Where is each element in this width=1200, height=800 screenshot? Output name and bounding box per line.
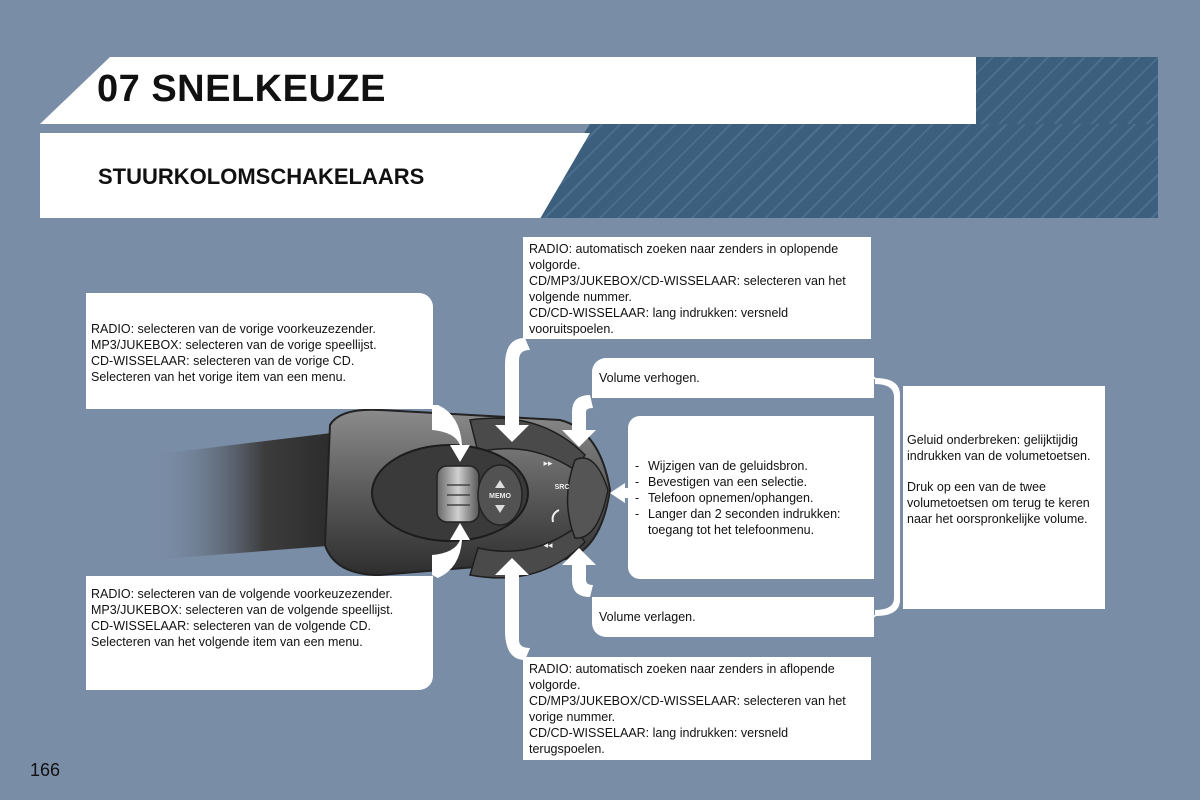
list-item: - Wijzigen van de geluidsbron. [635,458,868,474]
callout-next-preset-text: RADIO: selecteren van de volgende voorkeuzezender. MP3/JUKEBOX: selecteren van de volgende speellijst. CD-WISSELAAR: selecteren van de volgende CD. Selecteren van het volgende item van een menu. [91,587,394,649]
memo-label: MEMO [489,493,511,500]
callout-seek-down [523,657,871,760]
callout-seek-up-text: RADIO: automatisch zoeken naar zenders in oplopende volgorde. CD/MP3/JUKEBOX/CD-WISSELAAR: selecteren van het volgende nummer. CD/CD-WISSELAAR: lang indrukken: versneld vooruitspoelen. [529,242,846,336]
volume-down-text: Volume verlagen. [599,610,696,624]
callout-src-button [628,416,874,579]
callout-mute [903,386,1105,609]
callout-volume-down [592,597,874,637]
stalk-arm [150,432,340,560]
callout-previous-preset [86,293,433,409]
src-button-list [635,458,868,538]
back-label: ◂◂ [543,541,553,551]
callout-seek-down-text: RADIO: automatisch zoeken naar zenders in aflopende volgorde. CD/MP3/JUKEBOX/CD-WISSELAAR: selecteren van het vorige nummer. CD/CD-WISSELAAR: lang indrukken: versneld terugspoelen. [529,662,846,756]
section-title: 07 SNELKEUZE [97,68,386,110]
callout-previous-preset-text: RADIO: selecteren van de vorige voorkeuzezender. MP3/JUKEBOX: selecteren van de vorige speellijst. CD-WISSELAAR: selecteren van de vorige CD. Selecteren van het vorige item van een menu. [91,322,377,384]
list-item: - Bevestigen van een selectie. [635,474,868,490]
volume-up-text: Volume verhogen. [599,371,700,385]
forward-label: ▸▸ [543,459,553,469]
mute-body-text: Druk op een van de twee volumetoetsen om terug te keren naar het oorspronkelijke volume. [907,480,1090,526]
list-item: - Langer dan 2 seconden indrukken: toegang tot het telefoonmenu. [635,506,868,538]
callout-volume-up [592,358,874,398]
list-item: - Telefoon opnemen/ophangen. [635,490,868,506]
thumb-wheel [437,466,479,522]
callout-seek-up [523,237,871,339]
page-number: 166 [30,760,61,780]
page-subtitle: STUURKOLOMSCHAKELAARS [98,164,425,189]
mute-title-text: Geluid onderbreken: gelijktijdig indrukken van de volumetoetsen. [907,433,1091,463]
callout-next-preset [86,576,433,690]
src-label: SRC [554,484,570,491]
